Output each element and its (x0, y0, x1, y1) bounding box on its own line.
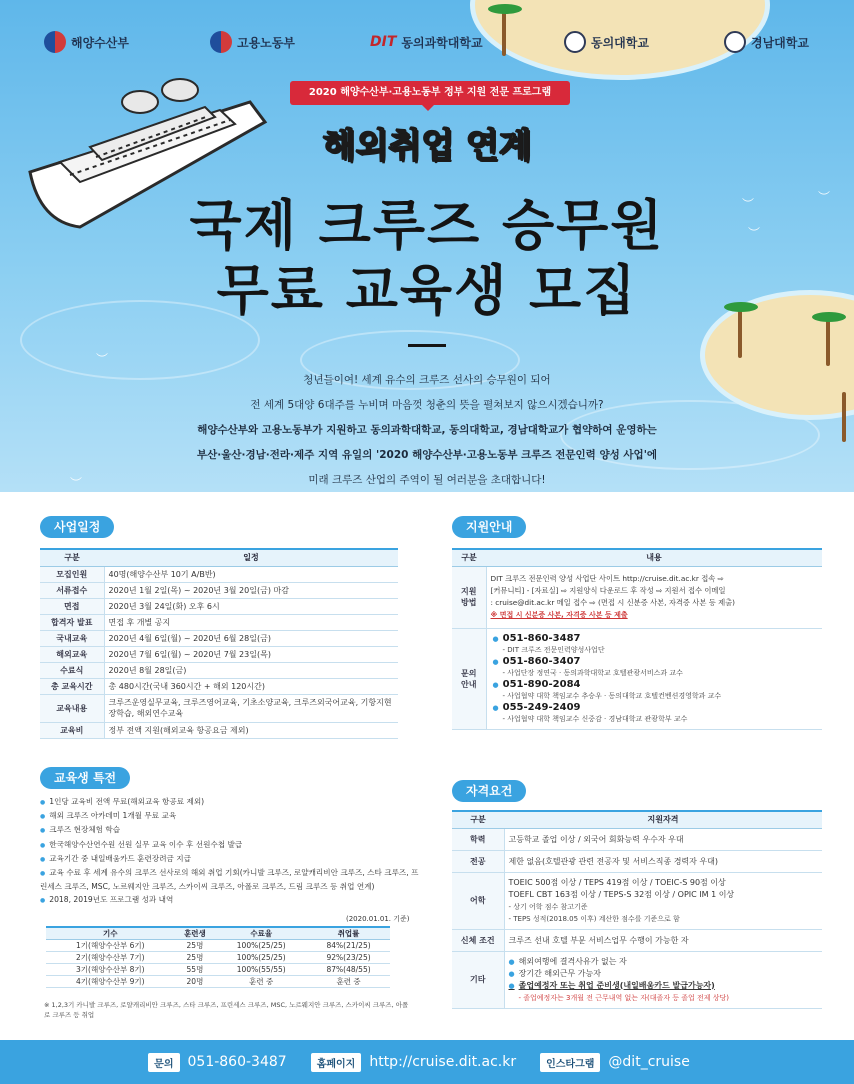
row-label: 수료식 (40, 662, 104, 678)
intro-line: 미래 크루즈 산업의 주역이 될 여러분을 초대합니다! (308, 474, 546, 486)
table-row (452, 951, 822, 1008)
table-header: 구분 (452, 811, 504, 828)
row-value: 2020년 8월 28일(금) (104, 662, 398, 678)
row-label: 기타 (452, 951, 504, 1008)
table-cell: 84%(21/25) (307, 940, 390, 952)
list-item: ● 한국해양수산연수원 선원 실무 교육 이수 후 선원수첩 발급 (40, 838, 420, 852)
row-value: 2020년 3월 24일(화) 오후 6시 (104, 598, 398, 614)
intro-text (120, 368, 734, 492)
results-note: ※ 1,2,3기 카니발 크루즈, 로얄캐리비안 크루즈, 스타 크루즈, 프린세스 크루즈, MSC, 노르웨지안 크루즈, 스카이씨 크루즈, 아폴로 크루즈 등 취업 (44, 1001, 409, 1019)
contact-phone[interactable]: ● 051-860-3407 (493, 656, 817, 668)
poster-title-line1: 국제 크루즈 승무원 (189, 194, 665, 257)
intro-line: 청년들이여! 세계 유수의 크루즈 선사의 승무원이 되어 (303, 374, 551, 386)
university-seal-icon (724, 31, 746, 53)
knu-logo (724, 28, 809, 56)
table-header: 수료율 (215, 927, 307, 940)
hero-section (0, 0, 854, 492)
language-requirement: TOEIC 500점 이상 / TEPS 419점 이상 / TOEIC-S 90점 이상 (508, 877, 726, 887)
results-basis-date: (2020.01.01. 기준) (346, 915, 410, 923)
table-row (46, 952, 390, 964)
qualification-section-title: 자격요건 (452, 780, 526, 802)
row-label: 문의 안내 (452, 628, 486, 729)
poster-title-line2: 무료 교육생 모집 (216, 259, 638, 322)
qualification-table (452, 810, 822, 1009)
table-header: 훈련생 (175, 927, 216, 940)
perks-list (40, 795, 420, 908)
apply-method-line: : cruise@dit.ac.kr 메일 접수 ⇨ (면접 시 신분증 사본, 자격증 사본 등 제출) (490, 598, 736, 607)
apply-method-cell (486, 566, 822, 628)
row-label: 교육내용 (40, 694, 104, 722)
row-value: 크루즈운영실무교육, 크루즈영어교육, 기초소양교육, 크루즈외국어교육, 기항지현장학습, 해외연수교육 (104, 694, 398, 722)
table-cell: 2기(해양수산부 7기) (46, 952, 175, 964)
table-cell: 100%(25/25) (215, 940, 307, 952)
table-row (452, 850, 822, 872)
etc-item: ● 장기간 해외근무 가능자 (509, 968, 819, 980)
table-cell: 25명 (175, 940, 216, 952)
table-row (40, 722, 398, 738)
row-label: 지원 방법 (452, 566, 486, 628)
university-seal-icon (564, 31, 586, 53)
language-note: - TEPS 성적(2018.05 이후) 계산한 점수를 기준으로 함 (508, 914, 680, 923)
table-row (46, 976, 390, 988)
seagull-icon: ︶ (748, 226, 761, 240)
table-cell: 92%(23/25) (307, 952, 390, 964)
row-label: 서류접수 (40, 582, 104, 598)
row-label: 전공 (452, 850, 504, 872)
row-value: 2020년 1월 2일(목) ~ 2020년 3월 20일(금) 마감 (104, 582, 398, 598)
contact-phone[interactable]: ● 051-860-3487 (493, 633, 817, 645)
apply-section-title: 지원안내 (452, 516, 526, 538)
table-header: 기수 (46, 927, 175, 940)
row-value: 총 480시간(국내 360시간 + 해외 120시간) (104, 678, 398, 694)
table-cell: 훈련 중 (215, 976, 307, 988)
row-value: 크루즈 선내 호텔 부문 서비스업무 수행이 가능한 자 (504, 929, 822, 951)
table-header: 일정 (104, 549, 398, 566)
table-cell: 100%(25/25) (215, 952, 307, 964)
intro-line: 해양수산부와 고용노동부가 지원하고 동의과학대학교, 동의대학교, 경남대학교가 협약하여 운영하는 (197, 424, 657, 436)
palm-tree-icon (842, 392, 846, 442)
footer-instagram-link[interactable]: @dit_cruise (608, 1054, 690, 1070)
table-header: 내용 (486, 549, 822, 566)
table-cell: 55명 (175, 964, 216, 976)
row-value: 2020년 7월 6일(월) ~ 2020년 7월 23일(목) (104, 646, 398, 662)
table-cell: 훈련 중 (307, 976, 390, 988)
list-item: ● 2018, 2019년도 프로그램 성과 내역 (40, 893, 420, 907)
table-row (40, 566, 398, 582)
deu-logo (564, 28, 649, 56)
table-cell: 3기(해양수산부 8기) (46, 964, 175, 976)
table-row (40, 646, 398, 662)
dit-logo-mark: DIT (370, 34, 397, 50)
table-cell: 87%(48/55) (307, 964, 390, 976)
mol-logo (210, 28, 295, 56)
seagull-icon: ︶ (96, 352, 109, 366)
row-label: 면접 (40, 598, 104, 614)
knu-logo-text: 경남대학교 (751, 35, 809, 50)
table-cell: 20명 (175, 976, 216, 988)
poster-subtitle: 해외취업 연계 (322, 126, 532, 166)
language-requirement: TOEFL CBT 163점 이상 / TEPS-S 32점 이상 / OPIC IM 1 이상 (508, 889, 735, 899)
results-table (46, 926, 390, 988)
table-row (452, 566, 822, 628)
row-value: 제한 없음(호텔관광 관련 전공자 및 서비스직종 경력자 우대) (504, 850, 822, 872)
table-row (452, 929, 822, 951)
table-row (452, 828, 822, 850)
footer-homepage-tag: 홈페이지 (311, 1053, 362, 1072)
contact-phone[interactable]: ● 055-249-2409 (493, 702, 817, 714)
schedule-section-title: 사업일정 (40, 516, 114, 538)
table-header: 지원자격 (504, 811, 822, 828)
etc-item: ● 졸업예정자 또는 취업 준비생(내일배움카드 발급가능자) (509, 980, 819, 992)
row-value: 2020년 4월 6일(월) ~ 2020년 6월 28일(금) (104, 630, 398, 646)
contact-cell (486, 628, 822, 729)
row-label: 교육비 (40, 722, 104, 738)
palm-leaf-icon (488, 4, 522, 14)
row-value: 고등학교 졸업 이상 / 외국어 회화능력 우수자 우대 (504, 828, 822, 850)
perks-section-title: 교육생 특전 (40, 767, 130, 789)
language-cell (504, 872, 822, 929)
table-row (40, 694, 398, 722)
mof-logo (44, 28, 129, 56)
row-label: 신체 조건 (452, 929, 504, 951)
language-note: - 상기 어학 점수 참고기준 (508, 902, 588, 911)
mol-logo-text: 고용노동부 (237, 35, 295, 50)
apply-method-line: [커뮤니티] - [자료실] ⇨ 지원양식 다운로드 후 작성 ⇨ 지원서 접수 이메일 (490, 586, 726, 595)
contact-desc: - 사업단장 정연국 · 동의과학대학교 호텔관광서비스과 교수 (502, 668, 683, 677)
list-item: ● 교육 수료 후 세계 유수의 크루즈 선사로의 해외 취업 기회(카니발 크루즈, 로얄캐리비안 크루즈, 스타 크루즈, 프린세스 크루즈, MSC, 노르웨지안 크루즈, 스카이씨 크루즈, 아폴로 크루즈, 드림 크루즈 등 취업 연계) (40, 866, 420, 893)
table-cell: 100%(55/55) (215, 964, 307, 976)
footer-contact-tag: 문의 (148, 1053, 179, 1072)
government-emblem-icon (210, 31, 232, 53)
etc-cell (504, 951, 822, 1008)
row-value: 정부 전액 지원(해외교육 항공요금 제외) (104, 722, 398, 738)
contact-desc: - 사업협약 대학 책임교수 추승우 · 동의대학교 호텔컨벤션경영학과 교수 (502, 691, 722, 700)
footer-bar (0, 1040, 854, 1084)
list-item: ● 교육기간 중 내일배움카드 훈련장려금 지급 (40, 852, 420, 866)
government-emblem-icon (44, 31, 66, 53)
row-label: 학력 (452, 828, 504, 850)
row-label: 합격자 발표 (40, 614, 104, 630)
table-row (40, 630, 398, 646)
intro-line: 부산·울산·경남·전라·제주 지역 유일의 '2020 해양수산부·고용노동부 크루즈 전문인력 양성 사업'에 (196, 449, 658, 461)
list-item: ● 크루즈 현장체험 학습 (40, 823, 420, 837)
table-header: 구분 (40, 549, 104, 566)
title-divider (408, 344, 446, 347)
table-row (40, 662, 398, 678)
contact-desc: - DIT 크루즈 전문인력양성사업단 (502, 645, 605, 654)
row-value: 면접 후 개별 공지 (104, 614, 398, 630)
list-item: ● 1인당 교육비 전액 무료(해외교육 항공료 제외) (40, 795, 420, 809)
logo-bar (40, 28, 820, 56)
palm-tree-icon (826, 318, 830, 366)
intro-line: 전 세계 5대양 6대주를 누비며 마음껏 청춘의 뜻을 펼쳐보지 않으시겠습니까? (250, 399, 604, 411)
etc-item: ● 해외여행에 결격사유가 없는 자 (509, 956, 819, 968)
table-header: 구분 (452, 549, 486, 566)
row-label: 국내교육 (40, 630, 104, 646)
row-label: 어학 (452, 872, 504, 929)
footer-homepage-link[interactable]: http://cruise.dit.ac.kr (369, 1054, 517, 1070)
row-label: 총 교육시간 (40, 678, 104, 694)
contact-phone[interactable]: ● 051-890-2084 (493, 679, 817, 691)
table-row (40, 582, 398, 598)
apply-table (452, 548, 822, 730)
table-cell: 4기(해양수산부 9기) (46, 976, 175, 988)
program-banner: 2020 해양수산부·고용노동부 정부 지원 전문 프로그램 (290, 81, 570, 105)
table-row (40, 678, 398, 694)
footer-instagram-tag: 인스타그램 (540, 1053, 600, 1072)
seagull-icon: ︶ (818, 190, 831, 204)
table-row (40, 614, 398, 630)
seagull-icon: ︶ (70, 476, 83, 490)
mof-logo-text: 해양수산부 (71, 35, 129, 50)
row-value: 40명(해양수산부 10기 A/B반) (104, 566, 398, 582)
table-row (46, 940, 390, 952)
dit-logo-text: 동의과학대학교 (401, 35, 483, 50)
schedule-table (40, 548, 398, 739)
table-row (46, 964, 390, 976)
list-item: ● 해외 크루즈 아카데미 1개월 무료 교육 (40, 809, 420, 823)
deu-logo-text: 동의대학교 (591, 35, 649, 50)
table-row (452, 872, 822, 929)
seagull-icon: ︶ (742, 197, 755, 211)
dit-logo (370, 28, 483, 56)
row-label: 해외교육 (40, 646, 104, 662)
table-row (452, 628, 822, 729)
footer-contact-phone[interactable]: 051-860-3487 (187, 1054, 287, 1070)
table-cell: 1기(해양수산부 6기) (46, 940, 175, 952)
etc-note: - 졸업예정자는 3개월 전 근무내역 없는 자(대졸자 등 졸업 전제 상당) (518, 993, 730, 1002)
apply-method-line: DIT 크루즈 전문인력 양성 사업단 사이트 http://cruise.dit.ac.kr 접속 ⇨ (490, 574, 724, 583)
table-header: 취업률 (307, 927, 390, 940)
table-row (40, 598, 398, 614)
row-label: 모집인원 (40, 566, 104, 582)
apply-method-note: ※ 면접 시 신분증 사본, 자격증 사본 등 제출 (490, 611, 628, 619)
table-cell: 25명 (175, 952, 216, 964)
contact-desc: - 사업협약 대학 책임교수 신중감 · 경남대학교 관광학부 교수 (502, 714, 688, 723)
